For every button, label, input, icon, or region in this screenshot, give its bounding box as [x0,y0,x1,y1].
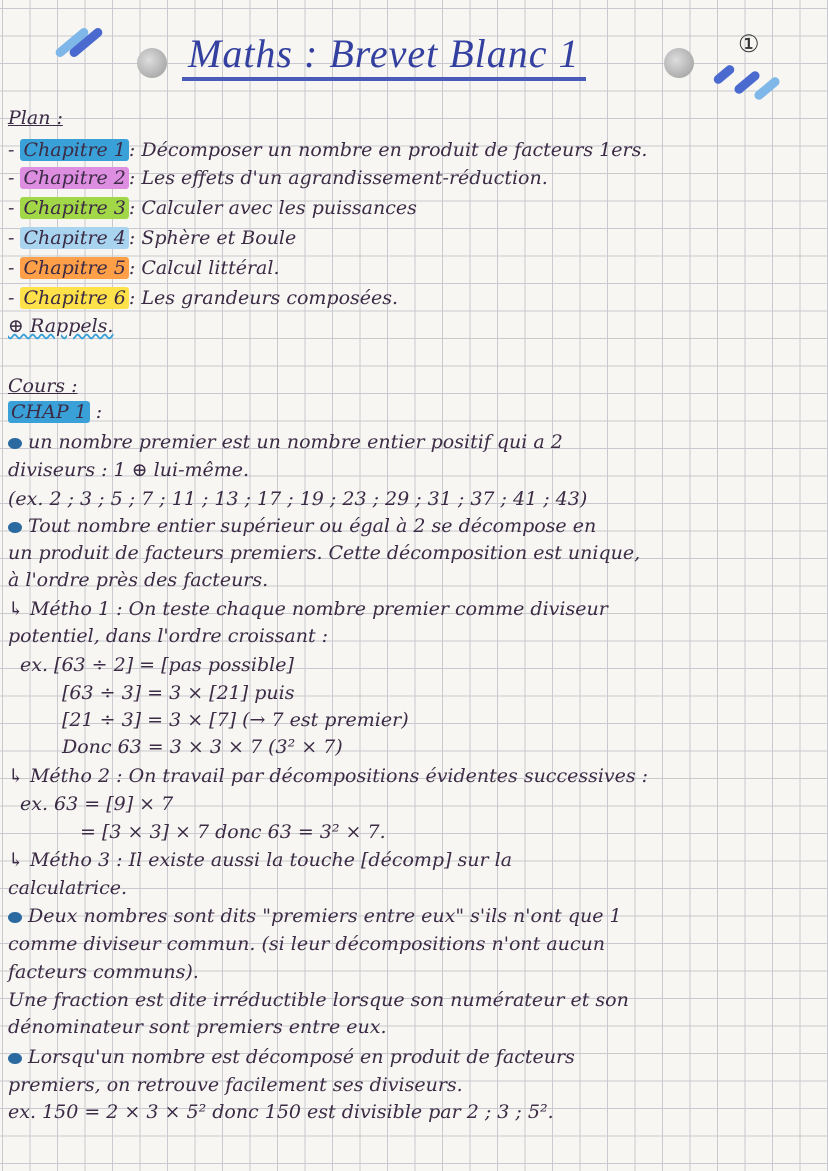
chapter-item: - Chapitre 3 : Calculer avec les puissances [8,197,417,219]
note-line: comme diviseur commun. (si leur décompositions n'ont aucun [8,933,606,955]
chapter-text: : Calcul littéral. [128,257,280,279]
note-line: dénominateur sont premiers entre eux. [8,1016,387,1038]
chapter-label: Chapitre 2 [20,167,128,189]
note-line: un produit de facteurs premiers. Cette décomposition est unique, [8,542,641,564]
note-line: ↳ Métho 2 : On travail par décompositions évidentes successives : [8,765,649,787]
chapter-label: Chapitre 3 [20,197,128,219]
note-line: calculatrice. [8,877,128,899]
note-text: Tout nombre entier supérieur ou égal à 2 se décompose en [28,515,597,537]
bullet-icon [8,912,22,923]
note-line: = [3 × 3] × 7 donc 63 = 3² × 7. [80,821,386,843]
note-line: potentiel, dans l'ordre croissant : [8,625,329,647]
chapter-label: Chapitre 4 [20,227,128,249]
note-line [8,904,622,928]
chapter-text: : Sphère et Boule [128,227,297,249]
chapter-text: : Décomposer un nombre en produit de facteurs 1ers. [128,139,648,161]
chapter-tag: CHAP 1 : [8,400,102,424]
bullet-icon [8,438,22,449]
note-line: (ex. 2 ; 3 ; 5 ; 7 ; 11 ; 13 ; 17 ; 19 ; 23 ; 29 ; 31 ; 37 ; 41 ; 43) [8,488,588,510]
plan-heading: Plan : [8,107,63,129]
rappels-item: ⊕ Rappels. [8,315,114,337]
note-text: Lorsqu'un nombre est décomposé en produit de facteurs [28,1046,575,1068]
note-line [8,1045,575,1069]
bullet-icon [8,1053,22,1064]
chapter-label: Chapitre 6 [20,287,128,309]
chapter-item: - Chapitre 4 : Sphère et Boule [8,227,297,249]
chapter-text: : Les effets d'un agrandissement-réduction. [128,167,548,189]
chapter-item: - Chapitre 2 : Les effets d'un agrandissement-réduction. [8,167,548,189]
page-title: Maths : Brevet Blanc 1 [182,30,586,81]
note-line: ex. [63 ÷ 2] = [pas possible] [20,654,294,676]
chapter-label: Chapitre 5 [20,257,128,279]
note-line: Une fraction est dite irréductible lorsque son numérateur et son [8,989,629,1011]
note-line: [63 ÷ 3] = 3 × [21] puis [62,682,295,704]
note-line [8,430,563,454]
page-number: ① [738,30,760,58]
note-line: ↳ Métho 3 : Il existe aussi la touche [décomp] sur la [8,849,513,871]
note-line: premiers, on retrouve facilement ses diviseurs. [8,1074,463,1096]
chapter-tag-label: CHAP 1 [8,401,90,423]
chapter-item: - Chapitre 1 : Décomposer un nombre en produit de facteurs 1ers. [8,139,648,161]
note-text: un nombre premier est un nombre entier positif qui a 2 [28,431,563,453]
decoration-stroke [712,63,736,85]
note-line: [21 ÷ 3] = 3 × [7] (→ 7 est premier) [62,709,409,731]
note-line: à l'ordre près des facteurs. [8,569,269,591]
chapter-text: : Les grandeurs composées. [128,287,399,309]
note-text: Deux nombres sont dits "premiers entre eux" s'ils n'ont que 1 [28,905,622,927]
note-line [8,514,596,538]
chapter-label: Chapitre 1 [20,139,128,161]
note-line: ex. 63 = [9] × 7 [20,793,174,815]
note-line: Donc 63 = 3 × 3 × 7 (3² × 7) [62,736,343,758]
note-line: ex. 150 = 2 × 3 × 5² donc 150 est divisible par 2 ; 3 ; 5². [8,1101,554,1123]
note-line: diviseurs : 1 ⊕ lui-même. [8,459,250,481]
chapter-item: - Chapitre 6 : Les grandeurs composées. [8,287,399,309]
chapter-item: - Chapitre 5 : Calcul littéral. [8,257,280,279]
bullet-icon [8,522,22,533]
note-line: facteurs communs). [8,961,199,983]
punch-hole [664,48,694,78]
note-line: ↳ Métho 1 : On teste chaque nombre premier comme diviseur [8,598,608,620]
chapter-text: : Calculer avec les puissances [128,197,417,219]
punch-hole [137,48,167,78]
cours-heading: Cours : [8,375,78,397]
